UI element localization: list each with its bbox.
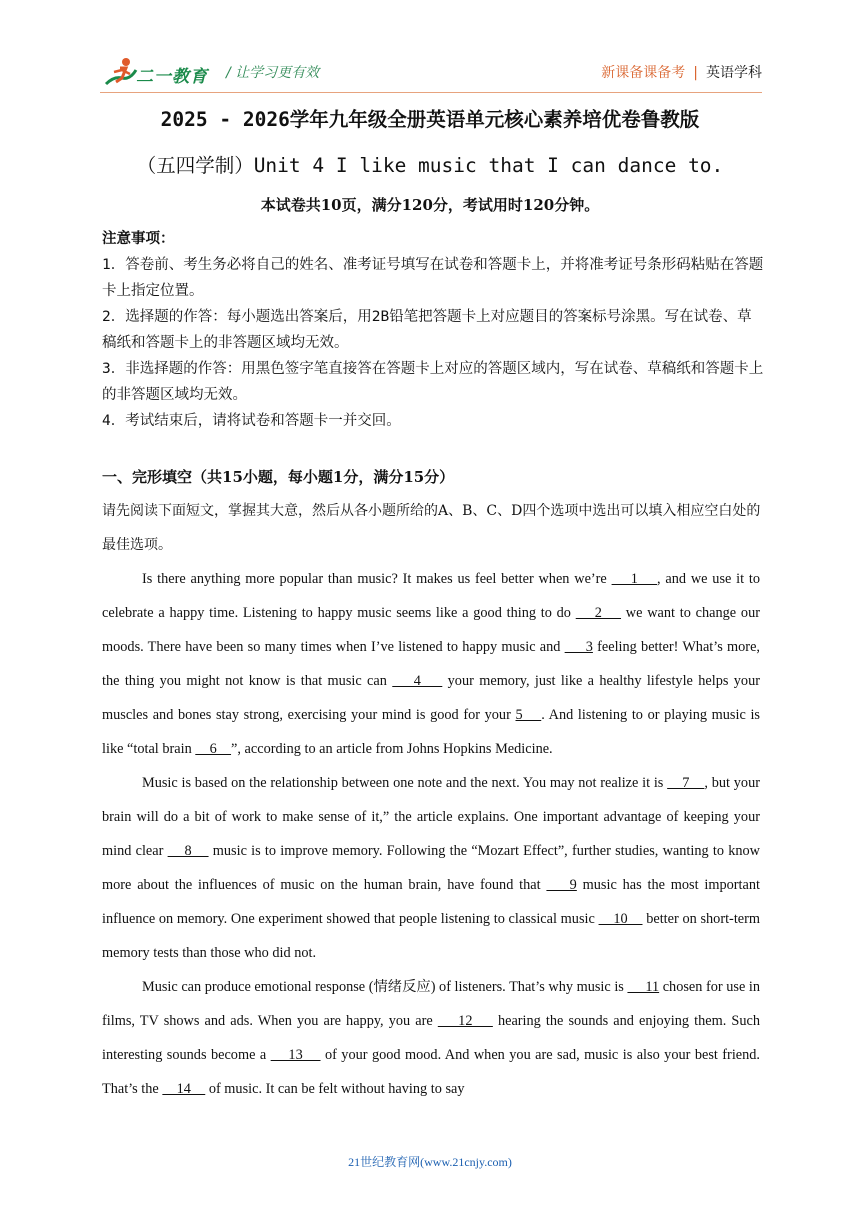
note-item: 3．非选择题的作答：用黑色签字笔直接答在答题卡上对应的答题区域内，写在试卷、草稿纸和答题卡上的非答题区域均无效。 (102, 361, 764, 403)
header-right (601, 62, 762, 82)
header-tag-b: 英语学科 (706, 65, 762, 81)
blank-7: 7 (667, 775, 705, 791)
header-separator: | (693, 65, 698, 81)
text-run: music has the most important influence on memory. One experiment showed that people listening to classical music (102, 877, 760, 927)
passage (102, 562, 760, 1106)
blank-11: 11 (627, 979, 660, 995)
notes-block (102, 226, 764, 434)
text-run: , but your brain will do a bit of work to make sense of it,” the article explains. One important advantage of keeping your mind clear (102, 775, 760, 859)
text-run: music is to improve memory. Following the “Mozart Effect”, further studies, wanting to know more about the influences of music on the human brain, have found that (102, 843, 760, 893)
passage-paragraph-3 (102, 970, 760, 1106)
passage-paragraph-2 (102, 766, 760, 970)
blank-14: 14 (162, 1081, 206, 1097)
title-line-1: 2025 - 2026学年九年级全册英语单元核心素养培优卷鲁教版 (160, 108, 700, 131)
blank-13: 13 (270, 1047, 321, 1063)
text-run: better on short-term memory tests than those who did not. (102, 911, 761, 961)
logo-text: 二一教育 (136, 67, 208, 87)
text-run: your memory, just like a healthy lifestyle helps your muscles and bones stay strong, exercising your mind is good for your (102, 673, 760, 723)
blank-2: 2 (575, 605, 622, 621)
text-run: ”, according to an article from Johns Hopkins Medicine. (231, 741, 553, 757)
text-run: of music. It can be felt without having to say (205, 1081, 465, 1097)
note-item: 2．选择题的作答：每小题选出答案后，用2B铅笔把答题卡上对应题目的答案标号涂黑。写在试卷、草稿纸和答题卡上的非答题区域均无效。 (102, 309, 752, 351)
note-item: 4．考试结束后，请将试卷和答题卡一并交回。 (102, 413, 401, 429)
blank-9: 9 (546, 877, 577, 893)
blank-10: 10 (598, 911, 643, 927)
passage-paragraph-1 (102, 562, 760, 766)
notes-title: 注意事项： (102, 231, 175, 247)
blank-3: 3 (564, 639, 593, 655)
header-divider (100, 92, 762, 93)
header-tag-a: 新课备课备考 (601, 65, 686, 81)
blank-1: 1 (611, 571, 658, 587)
section-title: 一、完形填空（共15小题，每小题1分，满分15分） (102, 468, 455, 486)
exam-info: 本试卷共10页，满分120分，考试用时120分钟。 (260, 196, 600, 214)
page-header (100, 52, 762, 92)
text-run: chosen for use in films, TV shows and ads. When you are happy, you are (102, 979, 760, 1029)
text-run: Music is based on the relationship between one note and the next. You may not realize it is (142, 775, 668, 791)
text-run: feeling better! What’s more, the thing you might not know is that music can (102, 639, 760, 689)
text-run: . And listening to or playing music is like “total brain (102, 707, 760, 757)
blank-6: 6 (195, 741, 232, 757)
header-slogan: / 让学习更有效 (226, 65, 320, 81)
blank-8: 8 (167, 843, 209, 859)
text-run: of your good mood. And when you are sad, music is also your best friend. That’s the (102, 1047, 761, 1097)
text-run: Is there anything more popular than music? It makes us feel better when we’re (142, 571, 612, 587)
section-intro: 请先阅读下面短文，掌握其大意，然后从各小题所给的A、B、C、D四个选项中选出可以填入相应空白处的最佳选项。 (102, 503, 761, 553)
text-run: Music can produce emotional response (情绪反应) of listeners. That’s why music is (142, 979, 628, 995)
text-run: we want to change our moods. There have been so many times when I’ve listened to happy music and (102, 605, 760, 655)
footer-link[interactable]: 21世纪教育网(www.21cnjy.com) (348, 1155, 512, 1169)
blank-12: 12 (437, 1013, 493, 1029)
note-item: 1．答卷前、考生务必将自己的姓名、准考证号填写在试卷和答题卡上，并将准考证号条形码粘贴在答题卡上指定位置。 (102, 257, 764, 299)
text-run: , and we use it to celebrate a happy time. Listening to happy music seems like a good thing to do (102, 571, 760, 621)
logo (100, 56, 240, 90)
title-line-2: （五四学制）Unit 4 I like music that I can dance to. (136, 154, 724, 177)
blank-4: 4 (392, 673, 443, 689)
runner-logo-icon (100, 56, 140, 90)
text-run: hearing the sounds and enjoying them. Such interesting sounds become a (102, 1013, 760, 1063)
blank-5: 5 (515, 707, 542, 723)
